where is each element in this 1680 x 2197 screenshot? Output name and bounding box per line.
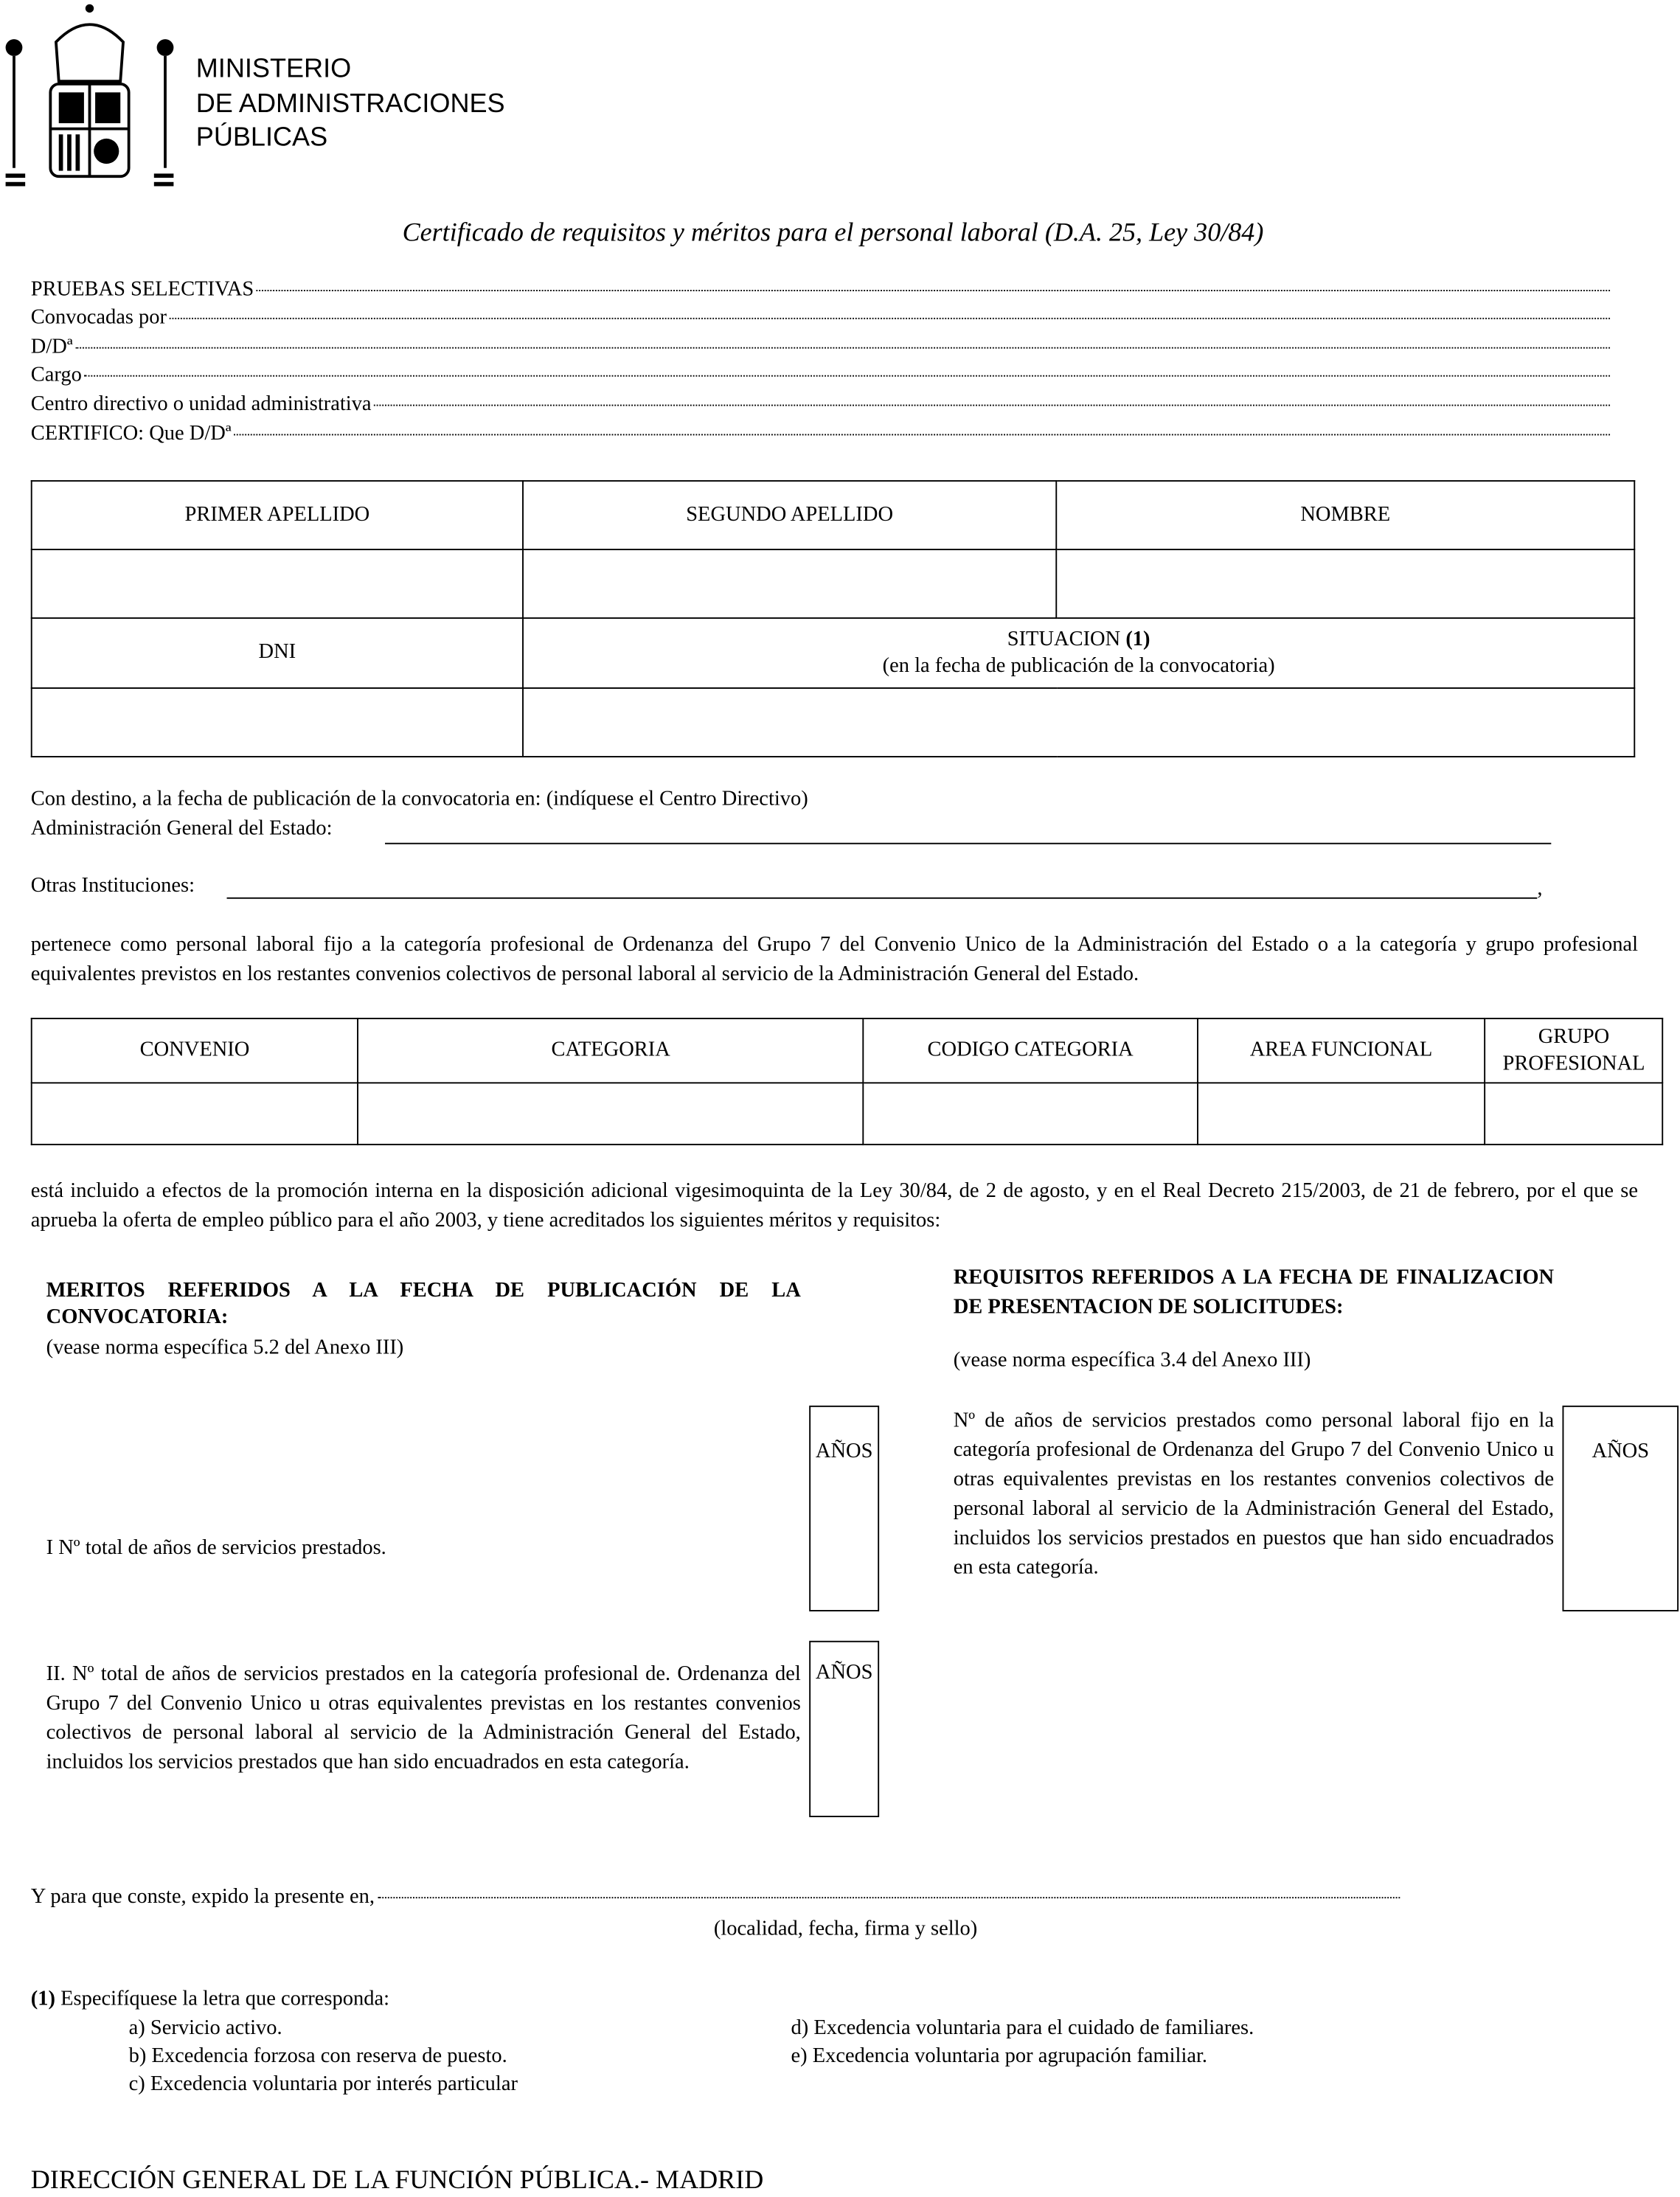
header-segundo-apellido: SEGUNDO APELLIDO xyxy=(523,481,1056,549)
anos-label: AÑOS xyxy=(815,1440,873,1463)
otras-input-line[interactable] xyxy=(227,896,1538,899)
header-convenio: CONVENIO xyxy=(32,1018,358,1083)
input-dni[interactable] xyxy=(32,688,523,757)
header-categoria: CATEGORIA xyxy=(358,1018,864,1083)
field-certifico[interactable] xyxy=(31,423,1610,451)
ministry-line: DE ADMINISTRACIONES xyxy=(195,88,505,119)
requisitos-item: Nº de años de servicios prestados como personal laboral fijo en la categoría profesional de Ordenanza del Grupo 7 del Convenio Unico u otras equivalentes previstas en los restantes convenios colectivos de personal laboral al servicio de la Administración General del Estado, incluidos los servicios prestados en puestos que han sido encuadrados en esta categoría. xyxy=(953,1409,1555,1580)
field-label: CERTIFICO: Que D/Dª xyxy=(30,423,232,445)
footnote-option: e) Excedencia voluntaria por agrupación familiar. xyxy=(791,2045,1208,2068)
meritos-note: (vease norma específica 5.2 del Anexo III) xyxy=(46,1336,404,1360)
header-dni: DNI xyxy=(32,618,523,688)
footnote-option: b) Excedencia forzosa con reserva de puesto. xyxy=(128,2045,507,2068)
field-cargo[interactable] xyxy=(31,364,1610,392)
field-convocadas-por[interactable] xyxy=(31,307,1610,335)
field-dots xyxy=(85,375,1610,377)
document-title: Certificado de requisitos y méritos para el personal laboral (D.A. 25, Ley 30/84) xyxy=(402,218,1264,248)
destino-intro: Con destino, a la fecha de publicación de la convocatoria en: (indíquese el Centro Directivo) xyxy=(30,788,808,811)
meritos-ii-years-box[interactable] xyxy=(809,1641,879,1817)
footnote-intro xyxy=(31,1988,389,2012)
situacion-ref: (1) xyxy=(1125,628,1150,650)
field-label: Convocadas por xyxy=(30,306,167,330)
header-situacion xyxy=(523,618,1634,688)
meritos-item-ii: II. Nº total de años de servicios prestados en la categoría profesional de. Ordenanza del Grupo 7 del Convenio Unico u otras equivalentes previstas en los restantes convenios colectivos de personal laboral al servicio de la Administración General del Estado, incluidos los servicios prestados que han sido encuadrados en esta categoría. xyxy=(46,1663,801,1774)
meritos-heading: MERITOS REFERIDOS A LA FECHA DE PUBLICACIÓN DE LA CONVOCATORIA: xyxy=(46,1280,801,1329)
input-convenio[interactable] xyxy=(32,1083,358,1145)
field-dots xyxy=(378,1897,1400,1898)
requisitos-heading: REQUISITOS REFERIDOS A LA FECHA DE FINALIZACION DE PRESENTACION DE SOLICITUDES: xyxy=(953,1266,1555,1319)
field-pruebas-selectivas[interactable] xyxy=(31,279,1610,307)
header-grupo-profesional: GRUPO PROFESIONAL xyxy=(1485,1018,1662,1083)
header-codigo-categoria: CODIGO CATEGORIA xyxy=(864,1018,1197,1083)
convenio-table xyxy=(31,1018,1663,1145)
ministry-name xyxy=(196,53,505,156)
input-nombre[interactable] xyxy=(1056,549,1634,618)
input-codigo-categoria[interactable] xyxy=(864,1083,1197,1145)
field-dots xyxy=(170,318,1610,319)
field-dots xyxy=(257,290,1610,291)
field-centro-directivo[interactable] xyxy=(31,393,1610,421)
field-dots xyxy=(75,347,1610,349)
age-input-line[interactable] xyxy=(385,841,1551,844)
anos-label: AÑOS xyxy=(815,1662,873,1684)
field-label: PRUEBAS SELECTIVAS xyxy=(30,278,254,302)
requisitos-years-box[interactable] xyxy=(1563,1406,1679,1611)
age-label: Administración General del Estado: xyxy=(30,817,333,840)
input-categoria[interactable] xyxy=(358,1083,864,1145)
personal-data-table xyxy=(31,480,1635,757)
header-primer-apellido: PRIMER APELLIDO xyxy=(32,481,523,549)
meritos-item-i: I Nº total de años de servicios prestados. xyxy=(46,1537,386,1560)
ministry-line: MINISTERIO xyxy=(195,55,352,84)
otras-label: Otras Instituciones: xyxy=(30,875,195,898)
requisitos-note: (vease norma específica 3.4 del Anexo III) xyxy=(953,1349,1311,1372)
input-primer-apellido[interactable] xyxy=(32,549,523,618)
situacion-note: (en la fecha de publicación de la convocatoria) xyxy=(882,654,1275,677)
anos-label: AÑOS xyxy=(1592,1440,1650,1463)
input-area-funcional[interactable] xyxy=(1197,1083,1485,1145)
input-grupo-profesional[interactable] xyxy=(1485,1083,1662,1145)
input-situacion[interactable] xyxy=(523,688,1634,757)
ministry-line: PÚBLICAS xyxy=(195,123,328,153)
field-label: Centro directivo o unidad administrativa xyxy=(30,393,372,416)
field-dd[interactable] xyxy=(31,336,1610,364)
header-nombre: NOMBRE xyxy=(1056,481,1634,549)
closing-sub: (localidad, fecha, firma y sello) xyxy=(713,1917,978,1941)
paragraph-incluido: está incluido a efectos de la promoción interna en la disposición adicional vigesimoquinta de la Ley 30/84, de 2 de agosto, y en el Real Decreto 215/2003, de 21 de febrero, por el que se aprueba la oferta de empleo público para el año 2003, y tiene acreditados los siguientes méritos y requisitos: xyxy=(30,1180,1639,1232)
footnote-options-left xyxy=(129,2015,518,2099)
footnote-option: d) Excedencia voluntaria para el cuidado de familiares. xyxy=(791,2017,1254,2040)
closing-field[interactable] xyxy=(31,1886,1400,1914)
coat-of-arms-logo xyxy=(3,0,178,189)
paragraph-pertenece: pertenece como personal laboral fijo a la categoría profesional de Ordenanza del Grupo 7 del Convenio Unico de la Administración del Estado o a la categoría y grupo profesional equivalentes previstos en los restantes convenios colectivos de personal laboral al servicio de la Administración General del Estado. xyxy=(30,934,1639,986)
closing-label: Y para que conste, expido la presente en, xyxy=(30,1886,375,1909)
meritos-i-years-box[interactable] xyxy=(809,1406,879,1611)
field-dots xyxy=(234,434,1610,435)
field-dots xyxy=(374,405,1610,406)
otras-comma: , xyxy=(1537,878,1543,900)
footnote-intro-text: Especifíquese la letra que corresponda: xyxy=(60,1988,390,2010)
footnote-option: c) Excedencia voluntaria por interés particular xyxy=(128,2073,518,2096)
footer-directorate: DIRECCIÓN GENERAL DE LA FUNCIÓN PÚBLICA.- MADRID xyxy=(30,2165,764,2196)
input-segundo-apellido[interactable] xyxy=(523,549,1056,618)
field-label: D/Dª xyxy=(30,336,73,358)
situacion-label: SITUACION xyxy=(1007,628,1121,650)
footnote-options-right xyxy=(791,2015,1254,2071)
header-area-funcional: AREA FUNCIONAL xyxy=(1197,1018,1485,1083)
field-label: Cargo xyxy=(30,364,82,386)
footnote-ref: (1) xyxy=(30,1988,55,2010)
footnote-option: a) Servicio activo. xyxy=(128,2017,282,2040)
